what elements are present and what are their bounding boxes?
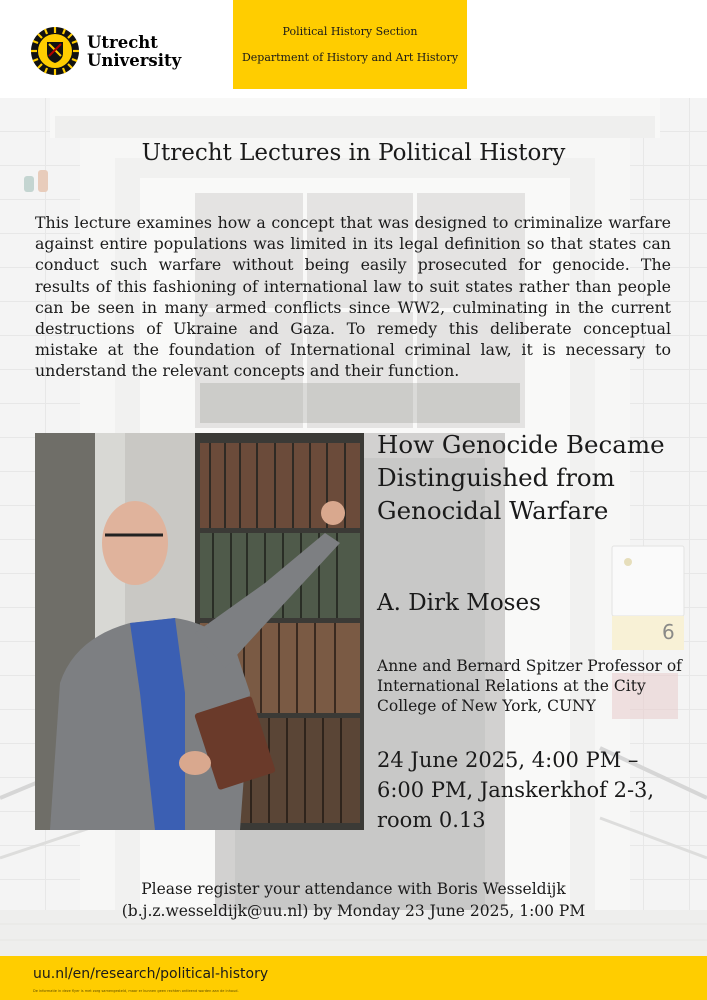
registration-info [0, 878, 707, 922]
door-number: 6 [662, 620, 675, 644]
header [0, 0, 707, 98]
logo-line-2: University [87, 51, 182, 70]
registration-line-2[interactable]: (b.j.z.wesseldijk@uu.nl) by Monday 23 June 2025, 1:00 PM [121, 902, 586, 920]
series-title: Utrecht Lectures in Political History [141, 140, 566, 166]
registration-line-1: Please register your attendance with Boris Wesseldijk [141, 880, 566, 898]
department-name: Department of History and Art History [241, 50, 459, 64]
logo-line-1: Utrecht [87, 33, 158, 52]
event-date-time-location: 24 June 2025, 4:00 PM – 6:00 PM, Janskerkhof 2-3, room 0.13 [377, 748, 655, 832]
section-name: Political History Section [282, 24, 418, 38]
speaker-photo [35, 433, 364, 830]
speaker-name: A. Dirk Moses [377, 590, 541, 616]
disclaimer: De informatie in deze flyer is met zorg samengesteld, maar er kunnen geen rechten ontleend worden aan de inhoud. [33, 989, 239, 993]
department-box [233, 0, 467, 89]
research-url-link[interactable]: uu.nl/en/research/political-history [33, 966, 269, 982]
university-wordmark [87, 34, 181, 70]
lecture-title: How Genocide Became Distinguished from Genocidal Warfare [377, 430, 665, 525]
university-seal-icon [30, 26, 80, 76]
speaker-photo-illustration [35, 433, 364, 830]
university-logo[interactable] [30, 26, 190, 76]
speaker-affiliation: Anne and Bernard Spitzer Professor of International Relations at the City College of New York, CUNY [377, 657, 682, 715]
lecture-abstract: This lecture examines how a concept that was designed to criminalize warfare against entire populations was limited in its legal definition so that states can conduct such warfare without being easily prosecuted for genocide. The results of this fashioning of international law to suit states rather than people can be seen in many armed conflicts since WW2, culminating in the current destructions of Ukraine and Gaza. To remedy this deliberate conceptual mistake at the foundation of International criminal law, it is necessary to understand the relevant concepts and their function. [35, 213, 671, 381]
footer [0, 956, 707, 1000]
